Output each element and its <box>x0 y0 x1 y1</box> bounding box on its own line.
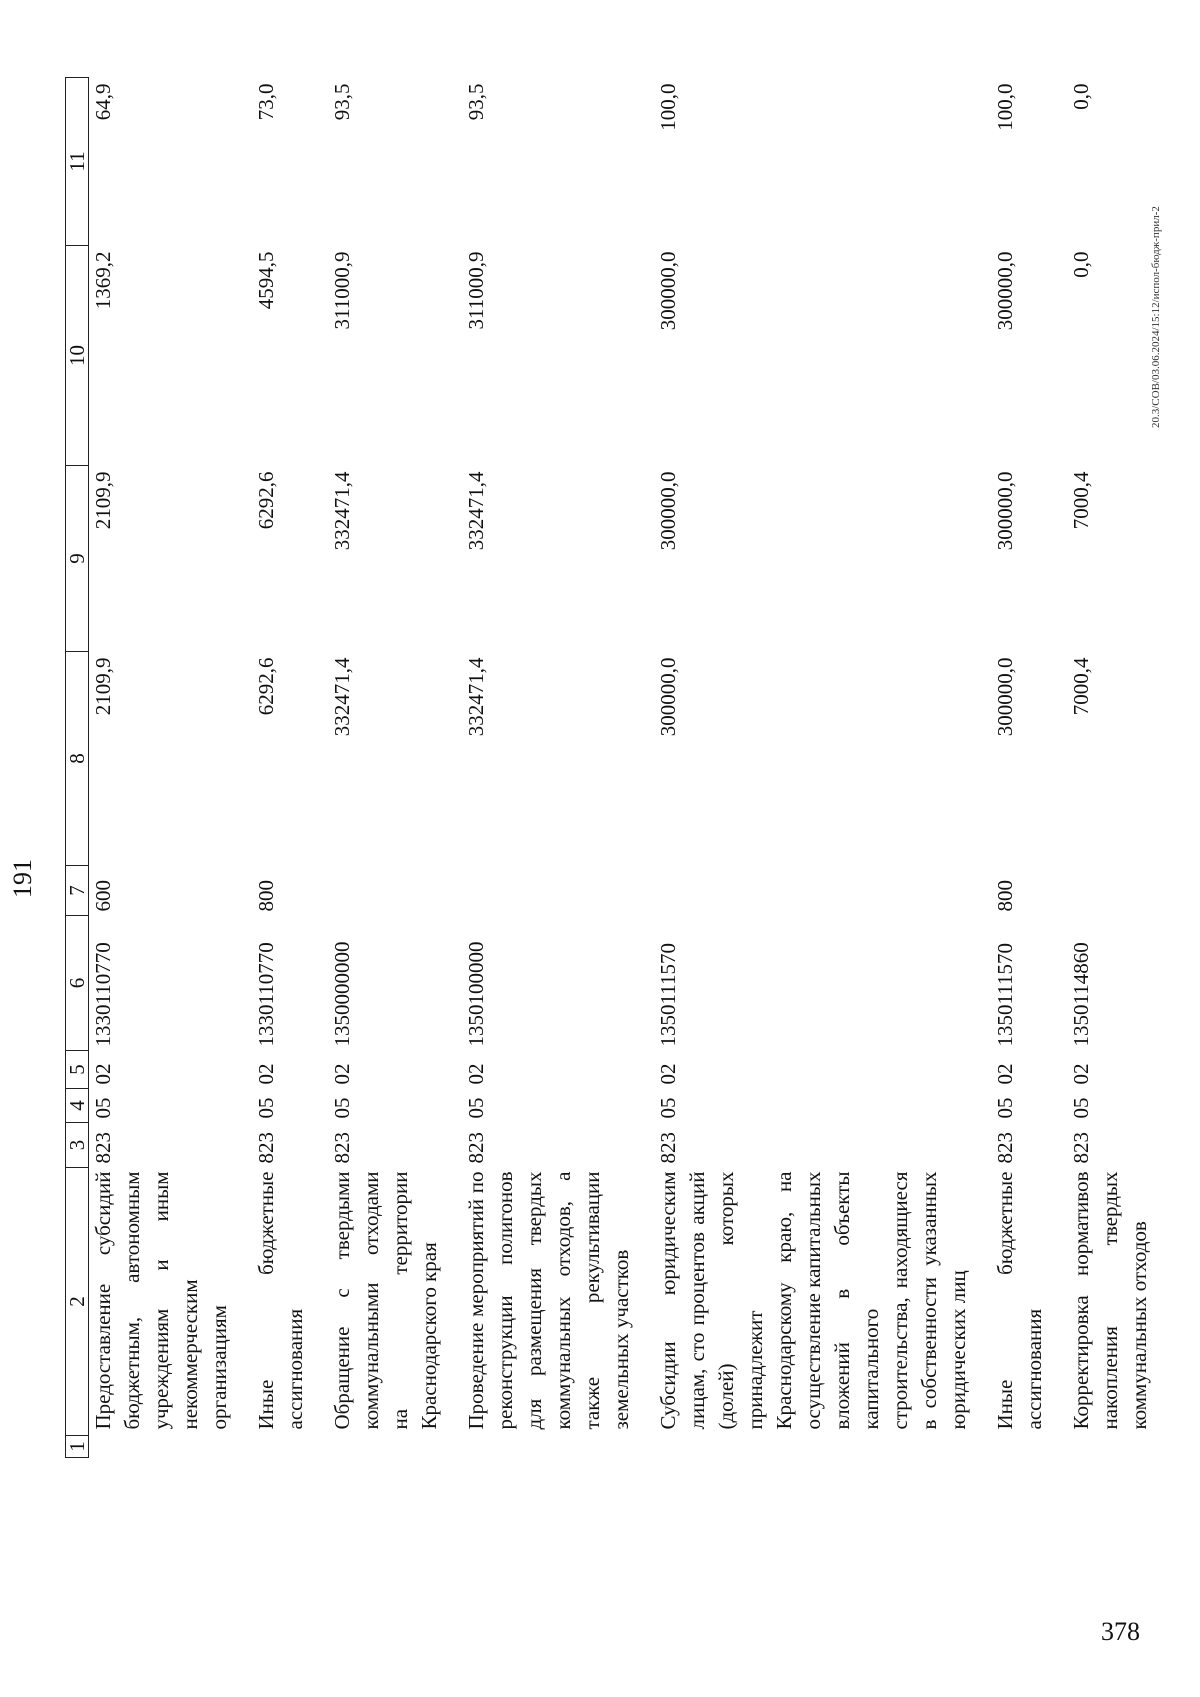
approved-amount: 300000,0 <box>993 657 1017 737</box>
row-number <box>89 1436 253 1458</box>
subsection-code: 02 <box>464 1063 488 1085</box>
execution-percent: 93,5 <box>464 83 488 121</box>
execution-percent: 73,0 <box>254 83 278 121</box>
sheet-number: 378 <box>1101 1617 1140 1646</box>
row-description: Обращение с твердыми коммунальными отходами на территории Краснодарского края <box>330 1171 441 1430</box>
header-cell: 3 <box>66 1123 89 1168</box>
budget-allocation: 2109,9 <box>91 471 115 530</box>
row-number <box>328 1436 462 1458</box>
rotated-page <box>0 38 1200 1658</box>
section-code: 05 <box>91 1097 115 1119</box>
section-code: 05 <box>1069 1097 1093 1119</box>
budget-allocation: 6292,6 <box>254 471 278 530</box>
row-number <box>462 1436 654 1458</box>
expense-type-code <box>462 866 654 916</box>
table-header <box>66 78 89 1458</box>
row-description: Иные бюджетные ассигнования <box>993 1171 1046 1430</box>
row-description: Иные бюджетные ассигнования <box>254 1171 307 1430</box>
executed-amount: 311000,9 <box>464 251 488 330</box>
execution-percent: 64,9 <box>91 83 115 121</box>
expense-type-code: 800 <box>254 880 278 912</box>
budget-allocation: 332471,4 <box>330 471 354 551</box>
target-article-code: 1350000000 <box>330 941 354 1047</box>
section-code: 05 <box>254 1097 278 1119</box>
header-cell: 4 <box>66 1089 89 1123</box>
header-cell: 8 <box>66 652 89 866</box>
table-row <box>252 78 328 1458</box>
header-row <box>66 78 89 1458</box>
ministry-code: 823 <box>1069 1132 1093 1164</box>
execution-percent: 100,0 <box>993 83 1017 131</box>
ministry-code: 823 <box>254 1132 278 1164</box>
page-number: 191 <box>8 859 37 898</box>
row-number <box>654 1436 991 1458</box>
header-cell: 7 <box>66 866 89 916</box>
section-code: 05 <box>330 1097 354 1119</box>
table-row <box>328 78 462 1458</box>
target-article-code: 1330110770 <box>91 942 115 1047</box>
execution-percent: 93,5 <box>330 83 354 121</box>
approved-amount: 6292,6 <box>254 657 278 716</box>
expense-type-code: 800 <box>993 880 1017 912</box>
executed-amount: 300000,0 <box>993 251 1017 331</box>
ministry-code: 823 <box>656 1132 680 1164</box>
budget-allocation: 300000,0 <box>656 471 680 551</box>
execution-percent: 100,0 <box>656 83 680 131</box>
executed-amount: 4594,5 <box>254 251 278 310</box>
header-cell: 1 <box>66 1436 89 1458</box>
section-code: 05 <box>464 1097 488 1119</box>
target-article-code: 1350111570 <box>993 943 1017 1047</box>
budget-allocation: 7000,4 <box>1069 471 1093 530</box>
target-article-code: 1350100000 <box>464 941 488 1047</box>
table-body <box>89 78 1173 1458</box>
row-number <box>991 1436 1067 1458</box>
approved-amount: 332471,4 <box>330 657 354 737</box>
subsection-code: 02 <box>330 1063 354 1085</box>
approved-amount: 332471,4 <box>464 657 488 737</box>
executed-amount: 300000,0 <box>656 251 680 331</box>
executed-amount: 311000,9 <box>330 251 354 330</box>
ministry-code: 823 <box>993 1132 1017 1164</box>
expense-type-code <box>654 866 991 916</box>
budget-allocation: 300000,0 <box>993 471 1017 551</box>
row-description: Корректировка нормативов накопления твердых коммунальных отходов <box>1069 1171 1151 1430</box>
header-cell: 5 <box>66 1051 89 1089</box>
subsection-code: 02 <box>993 1063 1017 1085</box>
subsection-code: 02 <box>656 1063 680 1085</box>
subsection-code: 02 <box>254 1063 278 1085</box>
document-footer-code: 20.3/СОВ/03.06.2024/15:12/испол-бюдж-прил-2 <box>1150 206 1162 428</box>
ministry-code: 823 <box>330 1132 354 1164</box>
table-row <box>462 78 654 1458</box>
row-description: Проведение мероприятий по реконструкции полигонов для размещения твердых коммунальных отходов, а также рекультивации земельных участков <box>464 1171 633 1430</box>
table-row <box>991 78 1067 1458</box>
budget-table <box>65 77 1172 1458</box>
budget-allocation: 332471,4 <box>464 471 488 551</box>
approved-amount: 7000,4 <box>1069 657 1093 716</box>
target-article-code: 1350114860 <box>1069 942 1093 1047</box>
approved-amount: 300000,0 <box>656 657 680 737</box>
table-row <box>89 78 253 1458</box>
ministry-code: 823 <box>464 1132 488 1164</box>
subsection-code: 02 <box>91 1063 115 1085</box>
execution-percent: 0,0 <box>1069 83 1093 110</box>
section-code: 05 <box>993 1097 1017 1119</box>
target-article-code: 1330110770 <box>254 942 278 1047</box>
row-number <box>1067 1436 1172 1458</box>
row-description: Предоставление субсидий бюджетным, автономным учреждениям и иным некоммерческим организациям <box>91 1171 231 1430</box>
row-number <box>252 1436 328 1458</box>
target-article-code: 1350111570 <box>656 943 680 1047</box>
approved-amount: 2109,9 <box>91 657 115 716</box>
expense-type-code <box>328 866 462 916</box>
header-cell: 6 <box>66 916 89 1051</box>
header-cell: 11 <box>66 78 89 246</box>
table-row <box>654 78 991 1458</box>
ministry-code: 823 <box>91 1132 115 1164</box>
expense-type-code: 600 <box>91 880 115 912</box>
row-description: Субсидии юридическим лицам, сто процентов акций (долей) которых принадлежит Краснодарскому краю, на осуществление капитальных вложений в объекты капитального строительства, находящиеся в собственности указанных юридических лиц <box>656 1171 970 1430</box>
expense-type-code <box>1067 866 1172 916</box>
header-cell: 9 <box>66 466 89 652</box>
executed-amount: 0,0 <box>1069 251 1093 278</box>
executed-amount: 1369,2 <box>91 251 115 310</box>
subsection-code: 02 <box>1069 1063 1093 1085</box>
header-cell: 2 <box>66 1168 89 1436</box>
header-cell: 10 <box>66 246 89 466</box>
section-code: 05 <box>656 1097 680 1119</box>
